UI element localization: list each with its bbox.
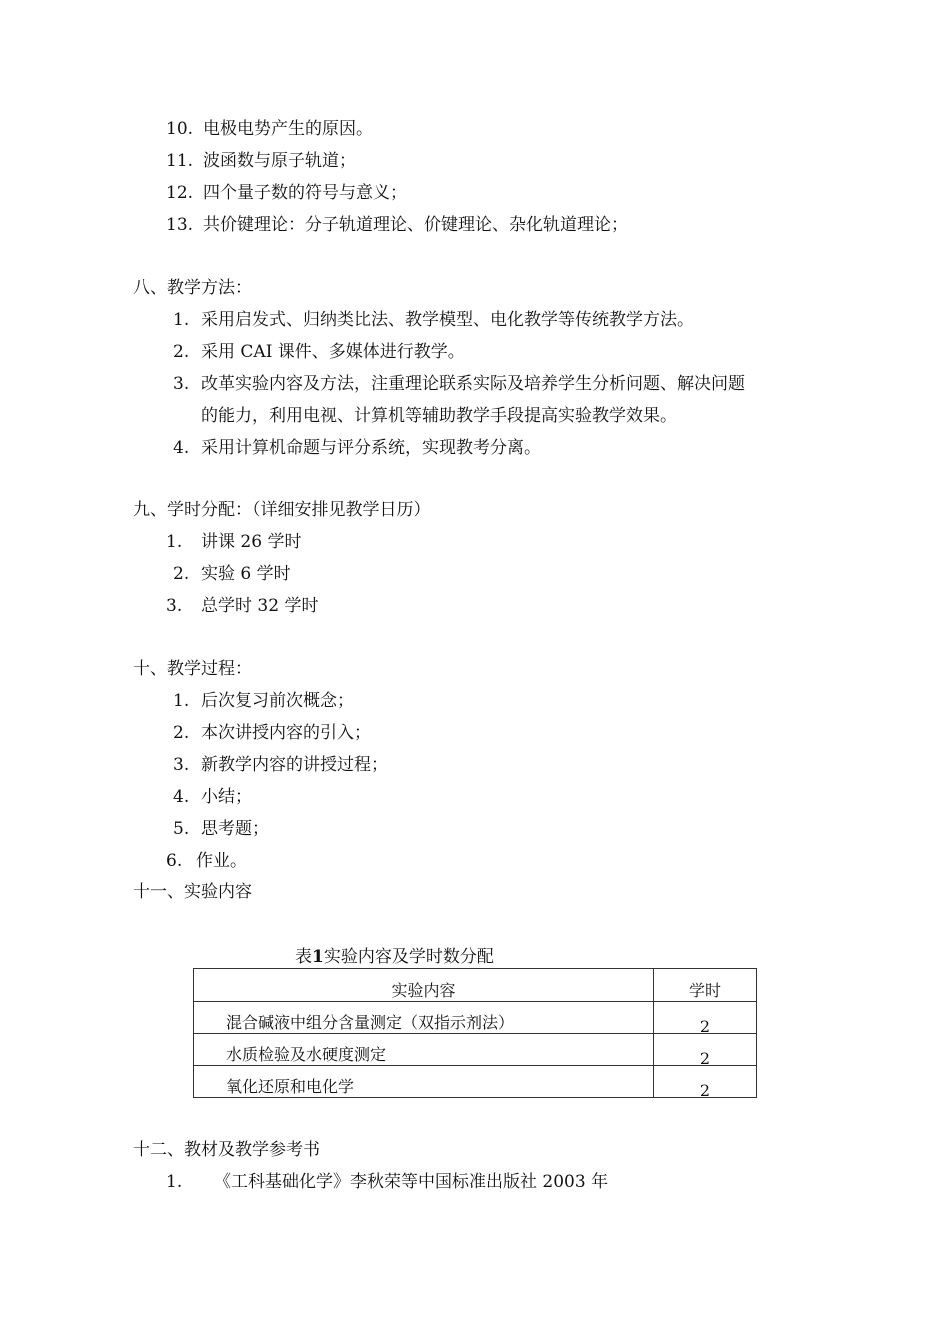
table-header-row xyxy=(194,969,757,1002)
list-number: 5. xyxy=(173,819,190,839)
list-number: 1. xyxy=(166,532,183,552)
table-row xyxy=(194,1066,757,1098)
list-number: 2. xyxy=(173,564,190,584)
table-caption-text: 实验内容及学时数分配 xyxy=(323,947,494,967)
list-number: 2. xyxy=(173,342,190,362)
table-cell-content: 混合碱液中组分含量测定（双指示剂法） xyxy=(194,1002,654,1034)
list-item: 采用 CAI 课件、多媒体进行教学。 xyxy=(201,342,465,362)
section-heading: 十、教学过程： xyxy=(133,659,252,679)
list-item: 后次复习前次概念； xyxy=(201,691,354,711)
list-item-continuation: 的能力，利用电视、计算机等辅助教学手段提高实验教学效果。 xyxy=(201,406,677,426)
table-cell-hours xyxy=(653,1034,756,1066)
list-item: 改革实验内容及方法，注重理论联系实际及培养学生分析问题、解决问题 xyxy=(201,374,745,394)
list-item: 共价键理论：分子轨道理论、价键理论、杂化轨道理论； xyxy=(203,215,628,235)
list-number: 4. xyxy=(173,438,190,458)
list-number: 6. xyxy=(166,851,183,871)
list-number: 3. xyxy=(173,374,190,394)
list-number: 1. xyxy=(173,310,190,330)
list-item: 新教学内容的讲授过程； xyxy=(201,755,388,775)
table-header-cell: 学时 xyxy=(653,969,756,1002)
list-item: 电极电势产生的原因。 xyxy=(203,119,373,139)
list-item: 采用计算机命题与评分系统，实现教考分离。 xyxy=(201,438,541,458)
list-item: 本次讲授内容的引入； xyxy=(201,723,371,743)
list-number: 3. xyxy=(173,755,190,775)
section-heading: 十一、实验内容 xyxy=(133,882,252,902)
list-number: 3. xyxy=(166,596,183,616)
hours-value: 2 xyxy=(699,1081,711,1100)
list-item: 讲课 26 学时 xyxy=(201,532,302,552)
table-header-cell: 实验内容 xyxy=(194,969,654,1002)
section-heading: 十二、教材及教学参考书 xyxy=(133,1140,320,1160)
list-item: 波函数与原子轨道； xyxy=(203,151,356,171)
table-cell-hours xyxy=(653,1066,756,1098)
list-number: 2. xyxy=(173,723,190,743)
list-number: 13. xyxy=(166,215,194,235)
experiment-table xyxy=(193,968,757,1098)
table-caption-number: 1 xyxy=(312,947,324,967)
table-cell-content: 水质检验及水硬度测定 xyxy=(194,1034,654,1066)
list-item: 《工科基础化学》李秋荣等中国标准出版社 2003 年 xyxy=(214,1172,609,1192)
hours-value: 2 xyxy=(699,1017,711,1036)
list-number: 1. xyxy=(166,1172,183,1192)
list-item: 四个量子数的符号与意义； xyxy=(203,183,407,203)
table-row xyxy=(194,1034,757,1066)
table-cell-content: 氧化还原和电化学 xyxy=(194,1066,654,1098)
table-caption xyxy=(295,946,494,968)
list-number: 4. xyxy=(173,787,190,807)
list-number: 1. xyxy=(173,691,190,711)
list-item: 思考题； xyxy=(201,819,269,839)
list-number: 10. xyxy=(166,119,194,139)
table-caption-prefix: 表 xyxy=(295,947,312,967)
table-row xyxy=(194,1002,757,1034)
list-item: 作业。 xyxy=(196,851,247,871)
list-number: 12. xyxy=(166,183,194,203)
list-item: 总学时 32 学时 xyxy=(201,596,319,616)
list-number: 11. xyxy=(166,151,194,171)
hours-value: 2 xyxy=(699,1049,711,1068)
list-item: 采用启发式、归纳类比法、教学模型、电化教学等传统教学方法。 xyxy=(201,310,694,330)
list-item: 小结； xyxy=(201,787,252,807)
table-cell-hours xyxy=(653,1002,756,1034)
section-heading: 九、学时分配：（详细安排见教学日历） xyxy=(133,500,431,520)
section-heading: 八、教学方法： xyxy=(133,278,252,298)
list-item: 实验 6 学时 xyxy=(201,564,291,584)
